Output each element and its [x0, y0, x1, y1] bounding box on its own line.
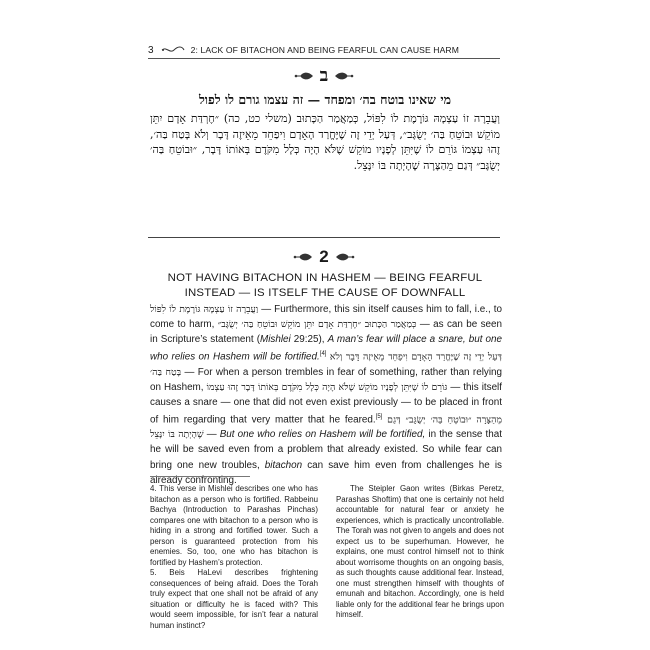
- english-section-ornament: [148, 248, 500, 266]
- hebrew-quote: זֶהוּ עַצְמוֹ: [206, 381, 239, 393]
- hebrew-quote: וַעֲבֵרָה זוֹ עַצְמָהּ גּוֹרֶמֶת לוֹ לִפּוֹל: [150, 304, 259, 315]
- italic-text: Mishlei: [260, 334, 291, 346]
- body-text: 29:25),: [290, 334, 328, 346]
- hebrew-quote: ״וּבוֹטֵחַ בַּה׳ יְשֻׂגָּב״ דְּגַם: [387, 414, 472, 426]
- english-paragraph: [150, 302, 502, 488]
- fleuron-icon: [335, 251, 355, 263]
- hebrew-quote: מֵהַצָּרָה שֶׁהָיְתָה בּוֹ יִנָּצֵל: [150, 414, 502, 441]
- footnotes-left-column: [150, 484, 318, 631]
- footnotes-right-column: [336, 484, 504, 621]
- body-text: — this itself causes a snare — one that did not even exist previously — to be placed in front of him regarding that very matter that he feared.: [150, 381, 502, 426]
- hebrew-section-ornament: [148, 67, 500, 85]
- footnote-rule: [150, 476, 250, 477]
- swirl-divider-icon: [160, 45, 186, 55]
- body-text: — For when a person trembles in fear of something, rather than relying on Hashem,: [150, 366, 502, 393]
- footnote-5-continued: The Steipler Gaon writes (Birkas Peretz, Parashas Shoftim) that one is certainly not held accountable for natural fear or anxiety he experiences, which is practically uncontrollable. The Torah was not given to angels and does not expect us to be superhuman. However, he explains, one must control himself not to think about worrisome thoughts on an ongoing basis, as such thoughts cause additional fear. Instead, one must strengthen himself with thoughts of emunah and bitachon. Accordingly, one is held liable only for the additional fear he brings upon himself.: [336, 484, 504, 619]
- page-number: 3: [148, 44, 154, 56]
- english-section-body: [150, 302, 502, 488]
- hebrew-section-body: וְעֲבֵרָה זוֹ עַצְמָהּ גּוֹרֶמֶת לוֹ לִפּוֹל, כְּמַאֲמַר הַכָּתוּב (משלי כט, כה) ״חֶרְדַּת אָדָם יִתֵּן מוֹקֵשׁ וּבוֹטֵחַ בַּה׳ יְשֻׂגָּב״, דְּעַל יְדֵי זֶה שֶׁיֶּחֱרַד הָאָדָם וִיפַחֵד מֵאֵיזֶה דָּבָר וְלֹא בָּטַח בַּה׳, זֶהוּ עַצְמוֹ גּוֹרֵם לוֹ שֶׁיִּתֵּן לְפָנָיו מוֹקֵשׁ שֶׁלֹּא הָיָה כְּלָל מִקֹּדֶם בְּאוֹתוֹ דָּבָר, ״וּבוֹטֵחַ בַּה׳ יְשֻׂגָּב״ דְּגַם מֵהַצָּרָה שֶׁהָיְתָה בּוֹ יִנָּצֵל.: [150, 112, 500, 172]
- footnote-marker: [5]: [375, 413, 383, 420]
- english-title-line-1: NOT HAVING BITACHON IN HASHEM — BEING FEARFUL: [167, 272, 483, 284]
- footnote-4: 4. This verse in Mishlei describes one who has bitachon as a person who is fortified. Rabbeinu Bachya (Introduction to Parashas Pinchas) compares one with bitachon to a person who is hiding in a strong and fortified tower. Such a person is guaranteed protection from his enemies. So, too, one who has bitachon is fortified by Hashem’s protection.: [150, 484, 318, 567]
- running-head: [148, 42, 498, 58]
- fleuron-icon: [294, 70, 314, 82]
- italic-text: A man’s fear will place a snare, but one who relies on Hashem will be fortified.: [150, 334, 502, 363]
- italic-text: But one who relies on Hashem will be fortified,: [219, 429, 426, 441]
- header-rule: [148, 58, 500, 59]
- body-text: — Furthermore, this sin itself causes him to fall, i.e., to come to harm,: [150, 304, 502, 331]
- body-text: — as can be seen in Scripture’s statement (: [150, 319, 503, 346]
- section-divider: [148, 237, 500, 238]
- italic-text: bitachon: [264, 459, 303, 471]
- footnote-5: 5. Beis HaLevi describes frightening consequences of being afraid. Does the Torah truly expect that one shall not be afraid of any situation or difficulty he is faced with? This would seem impossible, for isn’t fear a natural human instinct?: [150, 568, 318, 630]
- hebrew-section-title: מי שאינו בוטח בה׳ ומפחד — זה עצמו גורם לו לפול: [198, 92, 452, 107]
- english-section-title: [150, 271, 500, 301]
- footnote-marker: [4]: [319, 351, 327, 358]
- fleuron-icon: [293, 251, 313, 263]
- body-text: can save him even from challenges he is already confronting.: [150, 459, 502, 486]
- english-title-line-2: INSTEAD — IS ITSELF THE CAUSE OF DOWNFALL: [184, 287, 466, 299]
- body-text: in the sense that he will be saved even from a problem that already existed. So while fear can bring one new troubles,: [150, 429, 502, 471]
- hebrew-quote: גּוֹרֵם לוֹ שֶׁיִּתֵּן לְפָנָיו מוֹקֵשׁ שֶׁלֹּא הָיָה כְּלָל מִקֹּדֶם בְּאוֹתוֹ דָּבָר: [241, 381, 448, 393]
- fleuron-icon: [334, 70, 354, 82]
- chapter-title: 2: LACK OF BITACHON AND BEING FEARFUL CAN CAUSE HARM: [190, 45, 459, 55]
- hebrew-section-letter: ב: [319, 65, 329, 86]
- body-text: —: [203, 429, 220, 441]
- hebrew-quote: כְּמַאֲמַר הַכָּתוּב ״חֶרְדַּת אָדָם יִתֵּן מוֹקֵשׁ וּבוֹטֵחַ בַּה׳ יְשֻׂגָּב״: [217, 319, 417, 331]
- english-section-number: 2: [319, 247, 329, 266]
- hebrew-quote: דְּעַל יְדֵי זֶה שֶׁיֶּחֱרַד הָאָדָם וִיפַחֵד מֵאֵיזֶה דָּבָר וְלֹא בָּטַח בַּה׳: [150, 351, 502, 378]
